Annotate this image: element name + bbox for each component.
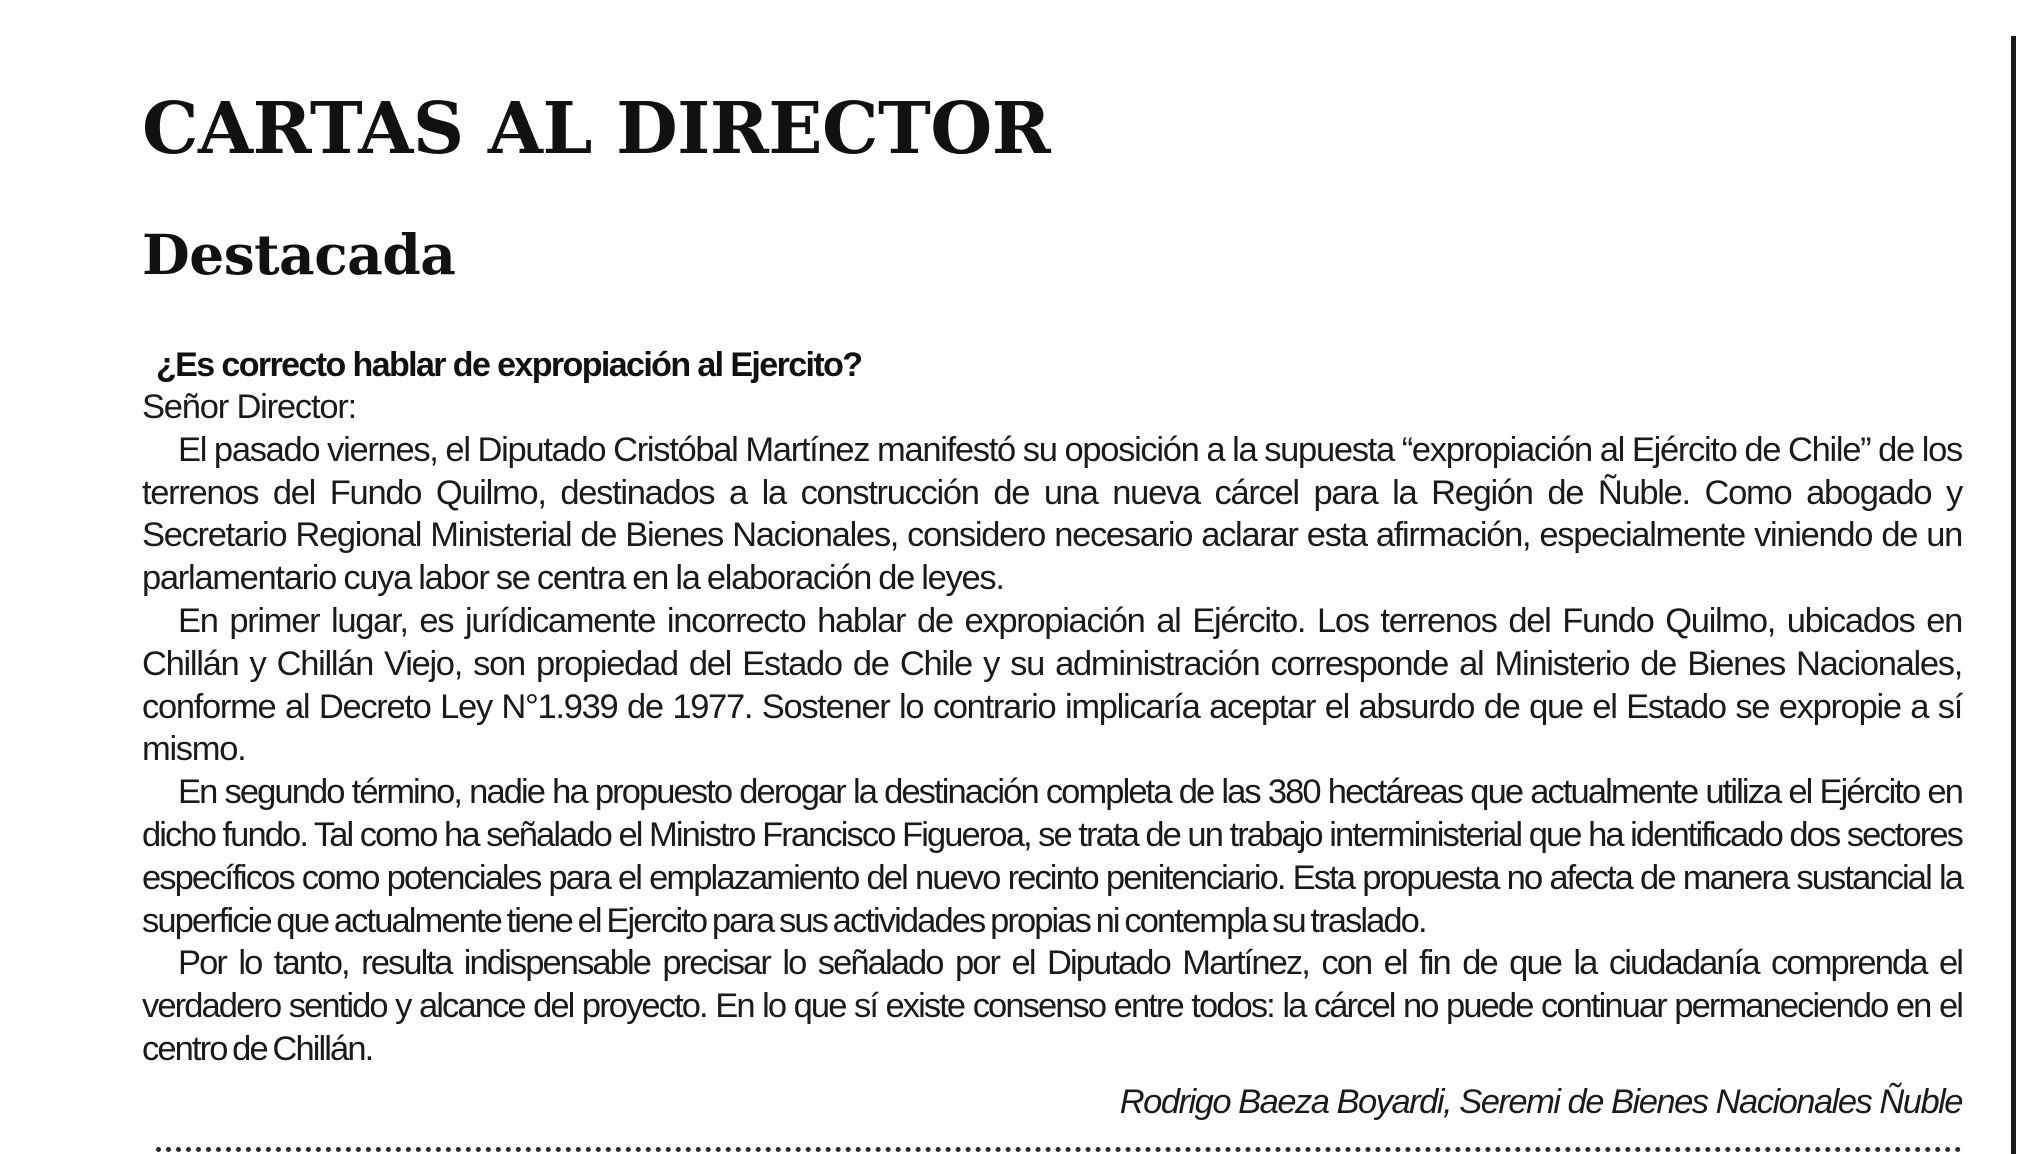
letter-paragraph: En segundo término, nadie ha propuesto derogar la destinación completa de las 380 hectáreas que actualmente utiliza el Ejército en dicho fundo. Tal como ha señalado el Ministro Francisco Figueroa, se trata de un trabajo interministerial que ha identificado dos sectores específicos como potenciales para el emplazamiento del nuevo recinto penitenciario. Esta propuesta no afecta de manera sustancial la superficie que actualmente tiene el Ejercito para sus actividades propias ni contempla su traslado.: [142, 773, 1962, 940]
letter-paragraph: El pasado viernes, el Diputado Cristóbal Martínez manifestó su oposición a la supuesta “expropiación al Ejército de Chile” de los terrenos del Fundo Quilmo, destinados a la construcción de una nueva cárcel para la Región de Ñuble. Como abogado y Secretario Regional Ministerial de Bienes Nacionales, considero necesario aclarar esta afirmación, especialmente viniendo de un parlamentario cuya labor se centra en la elaboración de leyes.: [142, 430, 1962, 598]
column-divider-line: [2011, 36, 2016, 1154]
letter-heading: ¿Es correcto hablar de expropiación al Ejercito?: [156, 346, 862, 384]
letter-paragraph: En primer lugar, es jurídicamente incorrecto hablar de expropiación al Ejército. Los terrenos del Fundo Quilmo, ubicados en Chillán y Chillán Viejo, son propiedad del Estado de Chile y su administración corresponde al Ministerio de Bienes Nacionales, conforme al Decreto Ley N°1.939 de 1977. Sostener lo contrario implicaría aceptar el absurdo de que el Estado se expropie a sí mismo.: [142, 601, 1962, 769]
letter-salutation: Señor Director:: [142, 388, 356, 426]
dotted-divider: [156, 1147, 1962, 1152]
letter-article: [142, 344, 1962, 1124]
letter-signature: Rodrigo Baeza Boyardi, Seremi de Bienes Nacionales Ñuble: [1119, 1082, 1962, 1121]
letter-paragraph: Por lo tanto, resulta indispensable precisar lo señalado por el Diputado Martínez, con el fin de que la ciudadanía comprenda el verdadero sentido y alcance del proyecto. En lo que sí existe consenso entre todos: la cárcel no puede continuar permaneciendo en el centro de Chillán.: [142, 944, 1962, 1068]
section-title: CARTAS AL DIRECTOR: [142, 86, 1051, 170]
subsection-title: Destacada: [142, 222, 456, 287]
